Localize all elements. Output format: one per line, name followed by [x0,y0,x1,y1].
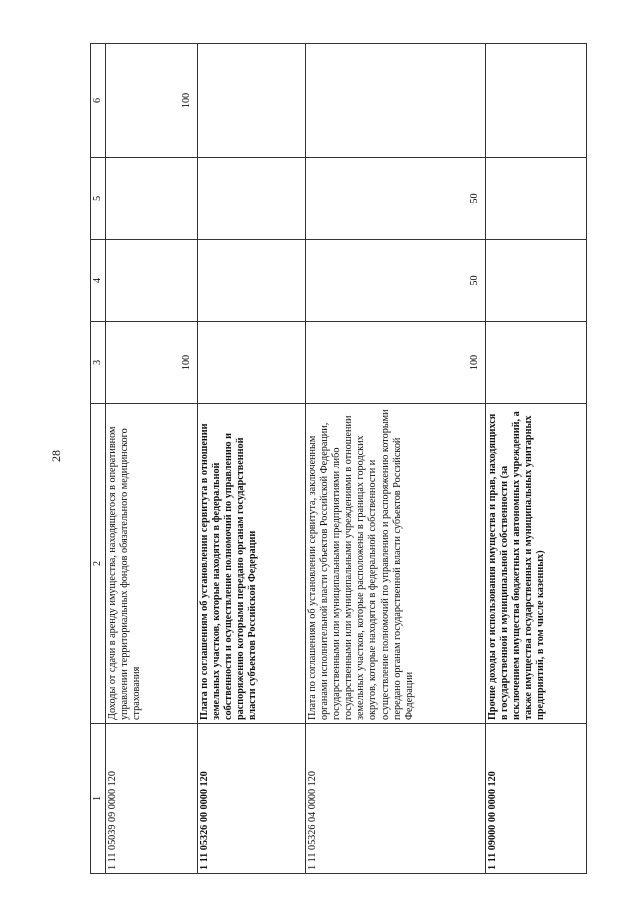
kbk-code-cell: 1 11 09000 00 0000 120 [486,724,587,874]
header-cell: 3 [91,322,106,404]
value-cell-col6 [198,44,306,158]
kbk-code-cell: 1 11 05326 04 0000 120 [306,724,486,874]
value-cell-col3 [486,322,587,404]
value-cell-col5 [486,158,587,240]
value-cell-col3 [198,322,306,404]
value-cell-col5: 50 [306,158,486,240]
header-cell: 1 [91,724,106,874]
page-number: 28 [49,450,63,462]
value-cell-col4 [106,240,198,322]
table-header-row [91,44,106,874]
header-cell: 4 [91,240,106,322]
kbk-code-cell: 1 11 05326 00 0000 120 [198,724,306,874]
value-cell-col4 [486,240,587,322]
table-row [106,44,198,874]
value-cell-col6: 100 [106,44,198,158]
value-cell-col5 [198,158,306,240]
value-cell-col6 [306,44,486,158]
table-row [306,44,486,874]
header-cell: 6 [91,44,106,158]
description-cell: Прочие доходы от использования имущества и прав, находящихся в государственной и муниципальной собственности (за исключением имущества бюджетных и автономных учреждений, а также имущества государственных и муниципальных унитарных предприятий, в том числе казенных) [486,404,587,724]
description-cell: Доходы от сдачи в аренду имущества, находящегося в оперативном управлении территориальных фондов обязательного медицинского страхования [106,404,198,724]
value-cell-col6 [486,44,587,158]
value-cell-col4: 50 [306,240,486,322]
value-cell-col5 [106,158,198,240]
kbk-code-cell: 1 11 05039 09 0000 120 [106,724,198,874]
budget-revenue-table [90,43,587,874]
value-cell-col4 [198,240,306,322]
value-cell-col3: 100 [106,322,198,404]
description-cell: Плата по соглашениям об установлении сервитута, заключенным органами исполнительной власти субъектов Российской Федерации, государственными или муниципальными предприятиями либо государственными или муниципальными учреждениями в отношении земельных участков, которые расположены в границах городских округов, которые находятся в федеральной собственности и осуществление полномочий по управлению и распоряжению которыми передано органам государственной власти субъектов Российской Федерации [306,404,486,724]
header-cell: 2 [91,404,106,724]
table-row [486,44,587,874]
rotated-table-container [90,44,585,874]
value-cell-col3: 100 [306,322,486,404]
description-cell: Плата по соглашениям об установлении сервитута в отношении земельных участков, которые находятся в федеральной собственности и осуществление полномочий по управлению и распоряжению которыми передано органам государственной власти субъектов Российской Федерации [198,404,306,724]
header-cell: 5 [91,158,106,240]
table-row [198,44,306,874]
